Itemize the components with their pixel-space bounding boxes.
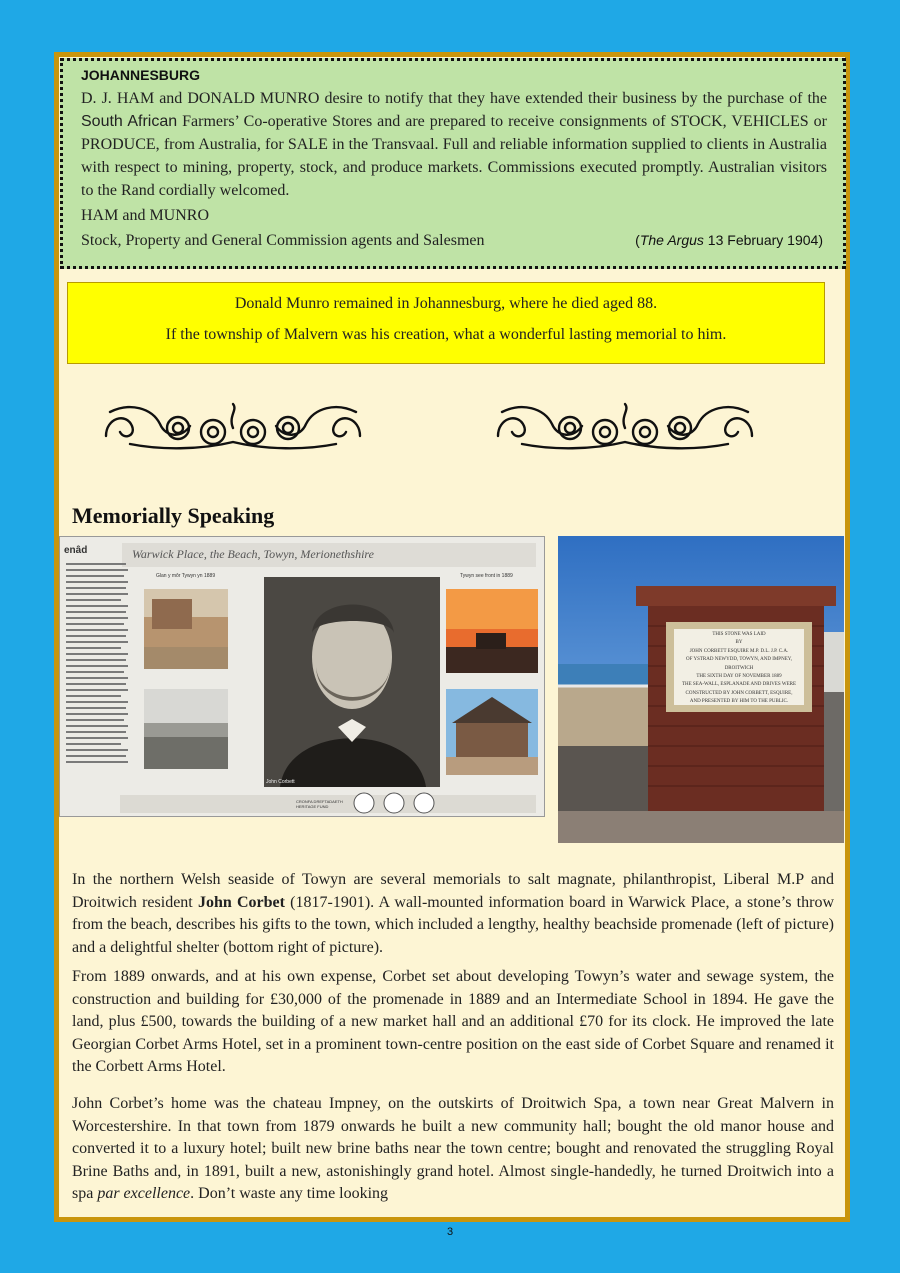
plaque-line-8: AND PRESENTED BY HIM TO THE PUBLIC. bbox=[689, 699, 789, 705]
john-corbet-name: John Corbet bbox=[197, 893, 285, 911]
advert-firm: HAM and MUNRO bbox=[81, 207, 209, 224]
heritage-fund-label: CRONFA DREFTADAETH HERITAGE FUND bbox=[296, 799, 343, 809]
advert-heading: JOHANNESBURG bbox=[81, 67, 201, 83]
source-paper: The Argus bbox=[639, 232, 704, 248]
plaque-line-2: BY bbox=[735, 640, 743, 646]
scroll-ornament-right bbox=[492, 398, 758, 452]
paragraph-3-end: . Don’t waste any time looking bbox=[190, 1185, 389, 1202]
advert-box bbox=[60, 58, 846, 269]
advert-body-south-african: South African bbox=[81, 113, 178, 130]
advert-tagline: Stock, Property and General Commission agents and Salesmen bbox=[81, 232, 485, 249]
board-caption-right: Tywyn see front in 1889 bbox=[460, 573, 513, 579]
board-side-heading: enâd bbox=[64, 545, 88, 556]
plaque-line-1: THIS STONE WAS LAID bbox=[712, 632, 766, 637]
advert-body-end: Farmers’ Co-operative Stores and are prepared to receive consignments of STOCK, VEHICLES or PRODUCE, from Australia, for SALE in the Transvaal. Full and reliable information supplied to clients in Australia with respect to mining, property, stock, and produce markets. Commissions executed promptly. Australian visitors to the Rand cordially welcomed. bbox=[81, 113, 828, 199]
portrait-caption: John Corbett bbox=[266, 779, 295, 785]
page-number: 3 bbox=[446, 1226, 454, 1238]
paragraph-3-start: John Corbet’s home was the chateau Impney, on the outskirts of Droitwich Spa, a town near Great Malvern in Worcestershire. In that town from 1879 onwards he built a new community hall; bought the old manor house and converted it to a luxury hotel; built new brine baths near the town centre; bought and renovated the struggling Royal Brine Baths and, in 1891, built a new, astonishingly grand hotel. Almost single-handedly, he turned Droitwich into a spa bbox=[72, 1095, 834, 1202]
advert-source bbox=[635, 229, 827, 252]
paragraph-1-end: (1817-1901). A wall-mounted information board in Warwick Place, a stone’s throw from the beach, describes his gifts to the town, which included a lengthy, healthy beachside promenade (left of picture) and a delightful shelter (bottom right of picture). bbox=[72, 893, 835, 956]
source-date: 13 February 1904) bbox=[703, 232, 823, 248]
memorial-plaque bbox=[674, 631, 804, 707]
memorial-stone-photo bbox=[558, 536, 844, 843]
source-open: ( bbox=[635, 232, 640, 248]
notice-line-2: If the township of Malvern was his creation, what a wonderful lasting memorial to him. bbox=[165, 326, 727, 343]
par-excellence: par excellence bbox=[97, 1185, 191, 1202]
advert-footer bbox=[81, 229, 827, 252]
plaque-line-6: THE SEA-WALL, ESPLANADE AND DRIVES WERE bbox=[681, 682, 797, 688]
paragraph-1-start: In the northern Welsh seaside of Towyn are several memorials to salt magnate, philanthropist, Liberal M.P and Droitwich resident bbox=[72, 871, 834, 911]
paragraph-2: From 1889 onwards, and at his own expense, Corbet set about developing Towyn’s water and sewage system, the construction and building for £30,000 of the promenade in 1889 and an Intermediate School in 1894. He gave the land, plus £500, towards the building of a new market hall and an additional £70 for its clock. He improved the late Georgian Corbet Arms Hotel, set in a prominent town-centre position on the east side of Corbet Square and renamed it the Corbett Arms Hotel. bbox=[72, 968, 834, 1075]
plaque-line-3: JOHN CORBETT ESQUIRE M.P. D.L. J.P. C.A. bbox=[689, 648, 789, 654]
notice-line-1: Donald Munro remained in Johannesburg, where he died aged 88. bbox=[234, 295, 658, 312]
board-caption-left: Glan y môr Tywyn yn 1889 bbox=[156, 573, 216, 579]
section-title: Memorially Speaking bbox=[72, 503, 275, 528]
board-header: Warwick Place, the Beach, Towyn, Merionethshire bbox=[132, 547, 374, 561]
advert-body bbox=[81, 87, 827, 202]
information-board-photo bbox=[59, 536, 545, 817]
notice-box bbox=[67, 282, 825, 364]
advert-body-start: D. J. HAM and DONALD MUNRO desire to notify that they have extended their business by the purchase of the bbox=[81, 90, 827, 107]
plaque-line-5: THE SIXTH DAY OF NOVEMBER 1889 bbox=[696, 674, 782, 680]
plaque-line-7: CONSTRUCTED BY JOHN CORBETT, ESQUIRE, bbox=[685, 690, 793, 696]
scroll-ornament-left bbox=[100, 398, 366, 452]
paragraph-1 bbox=[72, 869, 834, 959]
paragraph-3 bbox=[72, 1093, 834, 1206]
plaque-line-4: OF YSTRAD NEWYDD, TOWYN, AND IMPNEY, DROITWICH bbox=[686, 657, 792, 671]
